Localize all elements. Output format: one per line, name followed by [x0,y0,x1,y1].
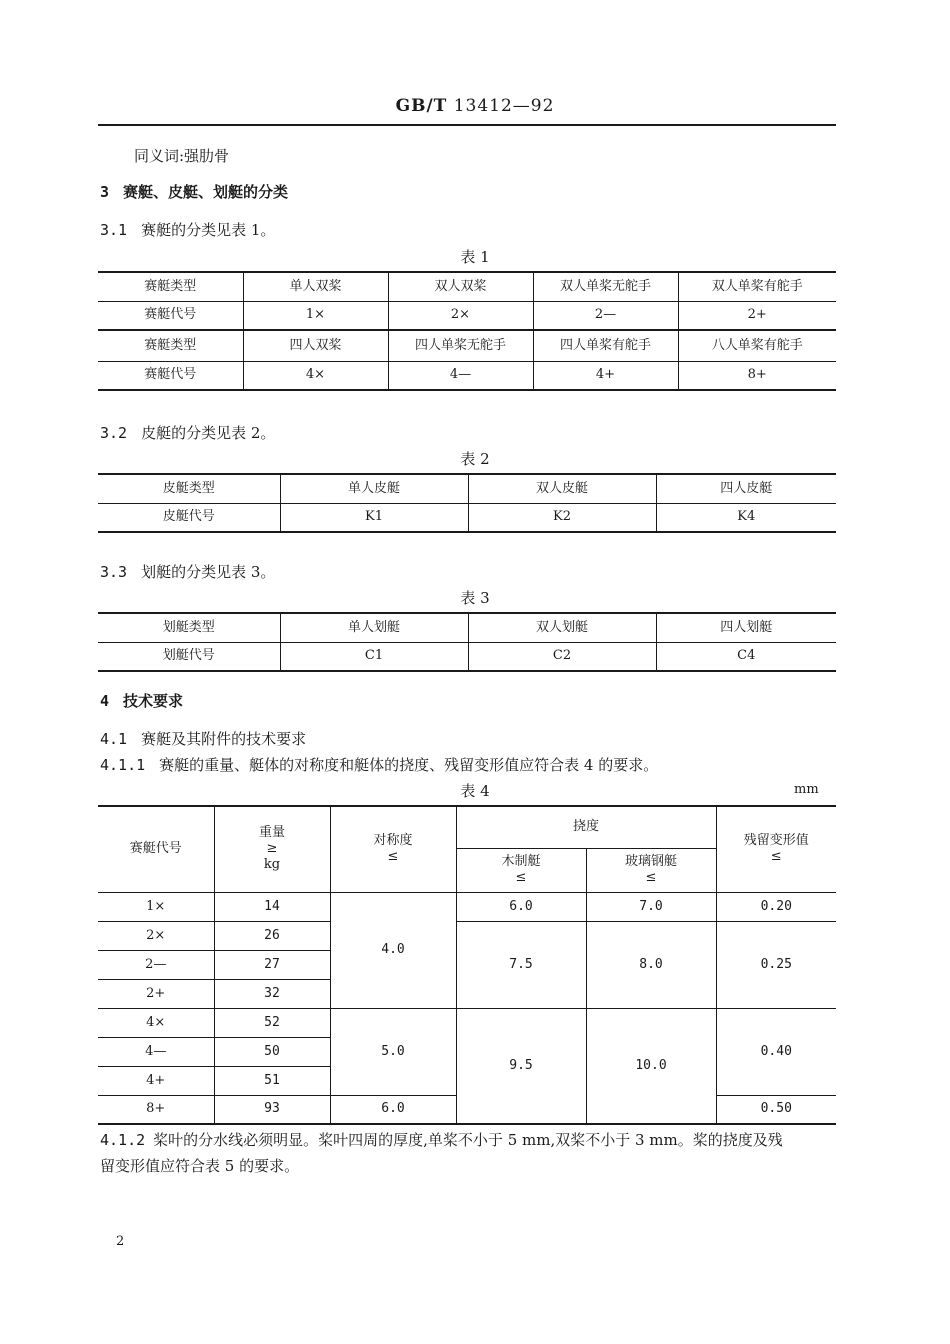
symmetry-cell: 6.0 [330,1095,456,1124]
table-2-caption: 表 2 [460,450,490,468]
table-cell: K4 [656,503,836,532]
document-header [0,96,950,116]
clause-text: 划艇的分类见表 3。 [141,563,276,581]
table-1 [98,271,836,391]
table-cell: 皮艇代号 [98,503,280,532]
clause-number: 4.1 [100,730,128,748]
table-row [98,892,836,921]
clause-number: 3.1 [100,221,128,239]
clause-4-1 [100,729,306,749]
section-title: 技术要求 [123,692,184,710]
table-cell: 4× [243,361,388,390]
code-cell: 4— [98,1037,214,1066]
header-residual-label: 残留变形值 [743,833,809,849]
table-cell: 2— [533,301,678,330]
table-cell: C1 [280,642,468,671]
weight-cell: 51 [214,1066,330,1095]
header-glass-label: 玻璃钢艇 [624,854,677,869]
table-cell: C2 [468,642,656,671]
table-row [98,1008,836,1037]
table-cell: 双人单桨有舵手 [678,272,836,301]
header-symmetry [330,806,456,892]
weight-cell: 27 [214,950,330,979]
table-4-caption: 表 4 [460,782,490,800]
table-cell: 8+ [678,361,836,390]
clause-text: 赛艇的分类见表 1。 [141,221,276,239]
clause-number: 3.2 [100,424,128,442]
header-weight-unit: kg [263,857,281,873]
table-cell: 皮艇类型 [98,474,280,503]
weight-cell: 93 [214,1095,330,1124]
wood-cell: 9.5 [456,1008,586,1124]
header-residual-symbol: ≤ [770,849,782,865]
table-cell: 单人划艇 [280,613,468,642]
code-cell: 8+ [98,1095,214,1124]
header-weight [214,806,330,892]
header-weight-label: 重量 [258,825,285,841]
table-header-row [98,806,836,848]
code-cell: 2× [98,921,214,950]
wood-cell: 7.5 [456,921,586,1008]
table-row [98,921,836,950]
table-3 [98,612,836,672]
header-glass [586,848,716,892]
section-number: 4 [100,692,110,710]
header-wood-symbol: ≤ [515,870,527,885]
table-cell: 赛艇类型 [98,330,243,361]
table-cell: 划艇代号 [98,642,280,671]
section-3-heading [100,182,288,202]
header-residual [716,806,836,892]
table-row [98,474,836,503]
clause-4-1-2 [100,1127,840,1179]
clause-3-2 [100,423,275,443]
clause-3-3 [100,562,275,582]
clause-text: 桨叶的分水线必须明显。桨叶四周的厚度,单桨不小于 5 mm,双桨不小于 3 mm。桨的挠度及残 [153,1131,783,1149]
table-cell: 赛艇代号 [98,361,243,390]
table-cell: 4+ [533,361,678,390]
standard-code-number: 13412—92 [453,96,555,116]
table-cell: 双人单桨无舵手 [533,272,678,301]
table-cell: 双人皮艇 [468,474,656,503]
clause-text: 赛艇的重量、艇体的对称度和艇体的挠度、残留变形值应符合表 4 的要求。 [159,756,659,774]
table-4-unit: mm [794,782,819,797]
table-3-caption: 表 3 [460,589,490,607]
weight-cell: 14 [214,892,330,921]
table-cell: 赛艇类型 [98,272,243,301]
glass-cell: 10.0 [586,1008,716,1124]
table-1-caption: 表 1 [460,248,490,266]
symmetry-cell: 5.0 [330,1008,456,1095]
table-cell: 1× [243,301,388,330]
glass-cell: 7.0 [586,892,716,921]
header-rule [98,124,836,126]
header-glass-symbol: ≤ [645,870,657,885]
code-cell: 1× [98,892,214,921]
table-cell: 八人单桨有舵手 [678,330,836,361]
clause-text: 皮艇的分类见表 2。 [141,424,276,442]
weight-cell: 52 [214,1008,330,1037]
glass-cell: 8.0 [586,921,716,1008]
weight-cell: 26 [214,921,330,950]
table-cell: 2× [388,301,533,330]
section-title: 赛艇、皮艇、划艇的分类 [123,183,289,201]
table-cell: 赛艇代号 [98,301,243,330]
table-cell: 四人划艇 [656,613,836,642]
table-cell: K2 [468,503,656,532]
code-cell: 4+ [98,1066,214,1095]
code-cell: 4× [98,1008,214,1037]
table-cell: 双人双桨 [388,272,533,301]
weight-cell: 50 [214,1037,330,1066]
table-cell: 单人双桨 [243,272,388,301]
page-number: 2 [116,1234,125,1249]
table-cell: 划艇类型 [98,613,280,642]
symmetry-cell: 4.0 [330,892,456,1008]
table-2 [98,473,836,533]
header-symmetry-label: 对称度 [373,833,413,849]
clause-4-1-1 [100,755,658,775]
table-cell: 2+ [678,301,836,330]
table-row [98,642,836,671]
header-wood [456,848,586,892]
weight-cell: 32 [214,979,330,1008]
clause-number: 4.1.2 [100,1131,146,1149]
header-code: 赛艇代号 [98,806,214,892]
table-cell: 四人单桨有舵手 [533,330,678,361]
table-row [98,361,836,390]
clause-line-1 [100,1127,840,1153]
section-4-heading [100,691,183,711]
synonym-line: 同义词:强肋骨 [134,147,230,165]
table-cell: C4 [656,642,836,671]
table-4 [98,805,836,1125]
table-row [98,330,836,361]
table-row [98,503,836,532]
table-row [98,301,836,330]
table-cell: 四人单桨无舵手 [388,330,533,361]
clause-text: 赛艇及其附件的技术要求 [141,730,307,748]
table-cell: 四人双桨 [243,330,388,361]
header-weight-symbol: ≥ [266,841,278,857]
clause-line-2: 留变形值应符合表 5 的要求。 [100,1157,300,1175]
residual-cell: 0.20 [716,892,836,921]
table-row [98,613,836,642]
code-cell: 2+ [98,979,214,1008]
header-deflection: 挠度 [456,806,716,848]
table-row [98,272,836,301]
table-cell: 4— [388,361,533,390]
wood-cell: 6.0 [456,892,586,921]
header-wood-label: 木制艇 [501,854,541,869]
table-cell: K1 [280,503,468,532]
clause-number: 3.3 [100,563,128,581]
residual-cell: 0.25 [716,921,836,1008]
section-number: 3 [100,183,110,201]
code-cell: 2— [98,950,214,979]
table-cell: 单人皮艇 [280,474,468,503]
clause-3-1 [100,220,275,240]
clause-number: 4.1.1 [100,756,146,774]
residual-cell: 0.50 [716,1095,836,1124]
standard-code-prefix: GB/T [395,96,448,116]
residual-cell: 0.40 [716,1008,836,1095]
table-cell: 四人皮艇 [656,474,836,503]
table-cell: 双人划艇 [468,613,656,642]
header-symmetry-symbol: ≤ [387,849,399,865]
